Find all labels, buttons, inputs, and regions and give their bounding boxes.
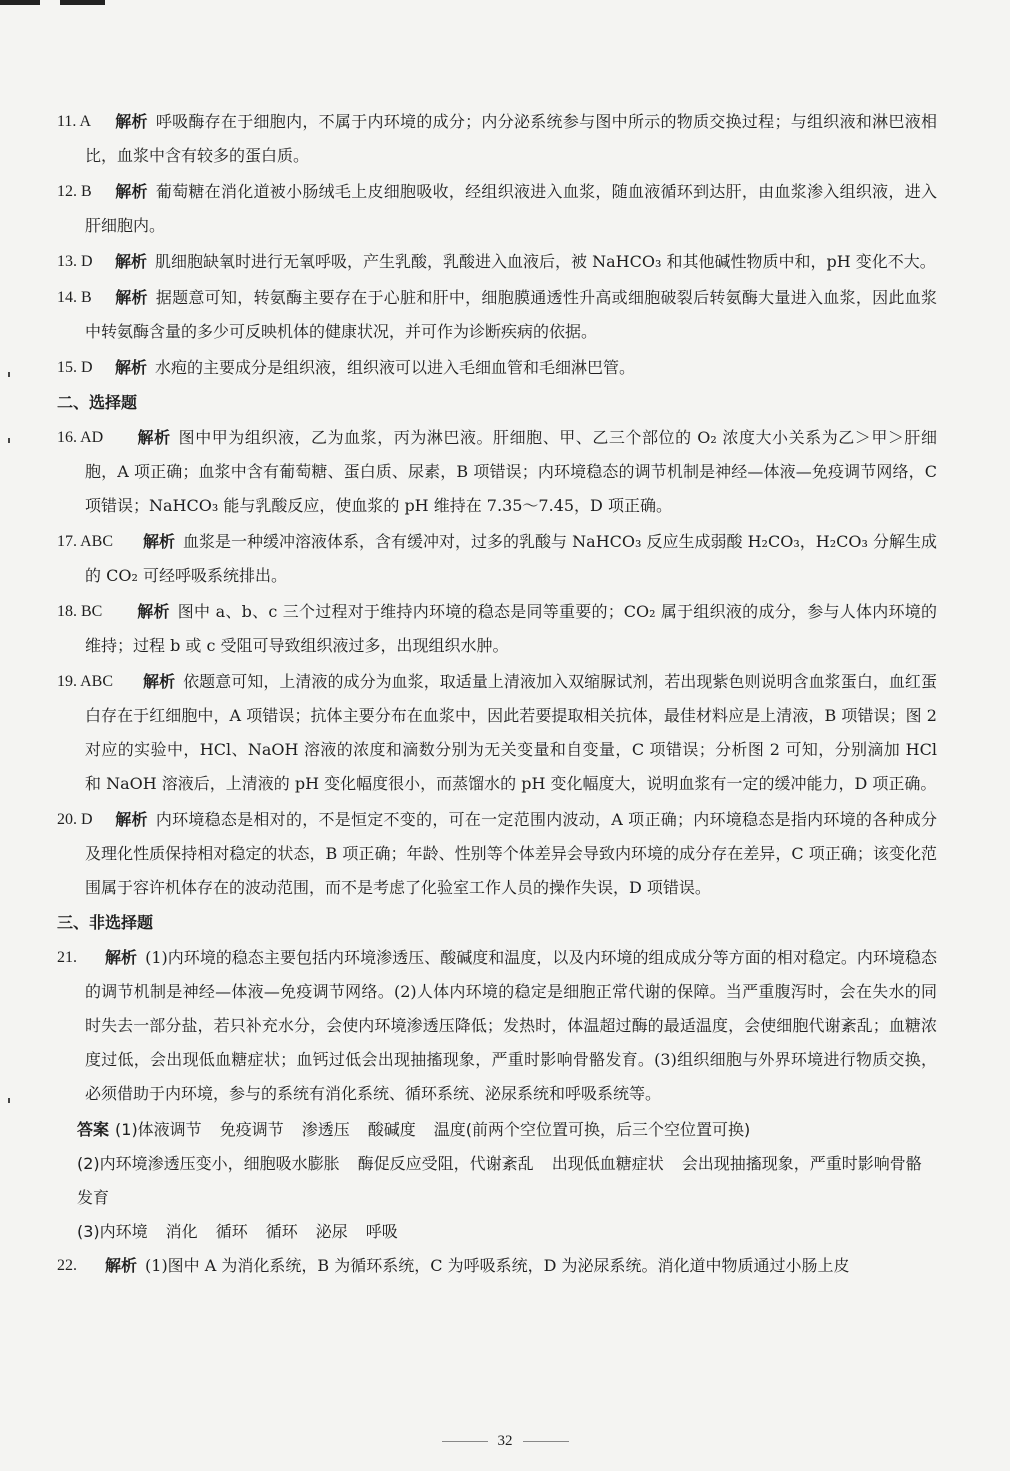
analysis-label: 解析 (115, 810, 148, 829)
answer-item-13 (57, 245, 937, 279)
item-text: 葡萄糖在消化道被小肠绒毛上皮细胞吸收，经组织液进入血浆，随血液循环到达肝，由血浆渗入组织液，进入肝细胞内。 (85, 182, 937, 235)
answer-blank: 免疫调节 (219, 1120, 284, 1139)
item-text: 内环境稳态是相对的，不是恒定不变的，可在一定范围内波动，A 项正确；内环境稳态是指内环境的各种成分及理化性质保持相对稳定的状态，B 项正确；年龄、性别等个体差异会导致内环境的成分存在差异，C 项正确；该变化范围属于容许机体存在的波动范围，而不是考虑了化验室工作人员的操作失误，D 项错误。 (85, 810, 937, 897)
item-text: 肌细胞缺氧时进行无氧呼吸，产生乳酸，乳酸进入血液后，被 NaHCO₃ 和其他碱性物质中和，pH 变化不大。 (155, 252, 936, 271)
item-number: 12. B (57, 183, 92, 200)
answer-21-line-2 (57, 1147, 937, 1215)
answer-blank: 呼吸 (365, 1222, 398, 1241)
answer-blank: 消化 (165, 1222, 198, 1241)
answer-item-14 (57, 281, 937, 349)
answer-item-12 (57, 175, 937, 243)
analysis-label: 解析 (143, 532, 176, 551)
item-number: 11. A (57, 113, 92, 130)
analysis-label: 解析 (115, 252, 148, 271)
answer-item-21 (57, 941, 937, 1111)
margin-mark (8, 1098, 10, 1103)
answer-item-22 (57, 1249, 937, 1283)
analysis-label: 解析 (105, 1256, 138, 1275)
answer-page-content (57, 105, 937, 1285)
margin-mark (8, 438, 10, 443)
corner-crop-mark (0, 0, 105, 10)
answer-blank: 温度(前两个空位置可换，后三个空位置可换) (433, 1120, 751, 1139)
item-number: 21. (57, 949, 77, 966)
item-text: (1)图中 A 为消化系统，B 为循环系统，C 为呼吸系统，D 为泌尿系统。消化道中物质通过小肠上皮 (145, 1256, 850, 1275)
analysis-label: 解析 (105, 948, 138, 967)
item-number: 15. D (57, 359, 93, 376)
section-heading-non-choice: 三、非选择题 (57, 913, 154, 932)
item-number: 16. AD (57, 429, 104, 446)
footer-rule (523, 1441, 569, 1442)
answer-item-20 (57, 803, 937, 905)
answer-item-11 (57, 105, 937, 173)
analysis-label: 解析 (115, 182, 148, 201)
margin-mark (8, 372, 10, 377)
analysis-label: 解析 (115, 112, 148, 131)
answer-21-line-3 (57, 1215, 937, 1249)
answer-blank: 会出现抽搐现象，严重时影响骨骼发育 (77, 1154, 922, 1207)
page-footer (0, 1433, 1010, 1450)
item-number: 20. D (57, 811, 93, 828)
item-number: 19. ABC (57, 673, 114, 690)
analysis-label: 解析 (137, 602, 170, 621)
item-text: 图中甲为组织液，乙为血浆，丙为淋巴液。肝细胞、甲、乙三个部位的 O₂ 浓度大小关系为乙＞甲＞肝细胞，A 项正确；血浆中含有葡萄糖、蛋白质、尿素，B 项错误；内环境稳态的调节机制是神经—体液—免疫调节网络，C 项错误；NaHCO₃ 能与乳酸反应，使血浆的 pH 维持在 7.35～7.45，D 项正确。 (85, 428, 937, 515)
answer-21-line-1 (57, 1113, 937, 1147)
answer-blank: 酶促反应受阻，代谢紊乱 (357, 1154, 534, 1173)
item-number: 17. ABC (57, 533, 114, 550)
answer-blank: 泌尿 (315, 1222, 348, 1241)
analysis-label: 解析 (115, 288, 148, 307)
answer-blank: (1)体液调节 (115, 1120, 202, 1139)
answer-item-18 (57, 595, 937, 663)
answer-item-15 (57, 351, 937, 385)
answer-blank: 循环 (265, 1222, 298, 1241)
answer-item-17 (57, 525, 937, 593)
answer-label: 答案 (77, 1120, 110, 1139)
analysis-label: 解析 (137, 428, 171, 447)
answer-blank: (3)内环境 (77, 1222, 148, 1241)
item-text: 血浆是一种缓冲溶液体系，含有缓冲对，过多的乳酸与 NaHCO₃ 反应生成弱酸 H₂CO₃，H₂CO₃ 分解生成的 CO₂ 可经呼吸系统排出。 (85, 532, 937, 585)
answer-blank: 出现低血糖症状 (551, 1154, 664, 1173)
item-text: 呼吸酶存在于细胞内，不属于内环境的成分；内分泌系统参与图中所示的物质交换过程；与组织液和淋巴液相比，血浆中含有较多的蛋白质。 (85, 112, 937, 165)
item-number: 18. BC (57, 603, 103, 620)
page-number: 32 (497, 1433, 513, 1449)
answer-blank: 循环 (215, 1222, 248, 1241)
footer-rule (442, 1441, 488, 1442)
item-text: 据题意可知，转氨酶主要存在于心脏和肝中，细胞膜通透性升高或细胞破裂后转氨酶大量进入血浆，因此血浆中转氨酶含量的多少可反映机体的健康状况，并可作为诊断疾病的依据。 (85, 288, 937, 341)
item-text: 图中 a、b、c 三个过程对于维持内环境的稳态是同等重要的；CO₂ 属于组织液的成分，参与人体内环境的维持；过程 b 或 c 受阻可导致组织液过多，出现组织水肿。 (85, 602, 937, 655)
analysis-label: 解析 (115, 358, 148, 377)
answer-blank: 渗透压 (301, 1120, 350, 1139)
item-text: 依题意可知，上清液的成分为血浆，取适量上清液加入双缩脲试剂，若出现紫色则说明含血浆蛋白，血红蛋白存在于红细胞中，A 项错误；抗体主要分布在血浆中，因此若要提取相关抗体，最佳材料应是上清液，B 项错误；图 2 对应的实验中，HCl、NaOH 溶液的浓度和滴数分别为无关变量和自变量，C 项错误；分析图 2 可知，分别滴加 HCl 和 NaOH 溶液后，上清液的 pH 变化幅度很小，而蒸馏水的 pH 变化幅度大，说明血浆有一定的缓冲能力，D 项正确。 (85, 672, 937, 793)
item-number: 22. (57, 1257, 77, 1274)
item-text: (1)内环境的稳态主要包括内环境渗透压、酸碱度和温度，以及内环境的组成成分等方面的相对稳定。内环境稳态的调节机制是神经—体液—免疫调节网络。(2)人体内环境的稳定是细胞正常代谢的保障。当严重腹泻时，会在失水的同时失去一部分盐，若只补充水分，会使内环境渗透压降低；发热时，体温超过酶的最适温度，会使细胞代谢紊乱；血糖浓度过低，会出现低血糖症状；血钙过低会出现抽搐现象，严重时影响骨骼发育。(3)组织细胞与外界环境进行物质交换，必须借助于内环境，参与的系统有消化系统、循环系统、泌尿系统和呼吸系统等。 (85, 948, 937, 1103)
answer-item-19 (57, 665, 937, 801)
item-text: 水疱的主要成分是组织液，组织液可以进入毛细血管和毛细淋巴管。 (155, 358, 636, 377)
item-number: 13. D (57, 253, 93, 270)
section-heading-multiple-choice: 二、选择题 (57, 393, 138, 412)
answer-blank: (2)内环境渗透压变小，细胞吸水膨胀 (77, 1154, 340, 1173)
answer-blank: 酸碱度 (367, 1120, 416, 1139)
analysis-label: 解析 (143, 672, 176, 691)
answer-item-16 (57, 421, 937, 523)
item-number: 14. B (57, 289, 92, 306)
